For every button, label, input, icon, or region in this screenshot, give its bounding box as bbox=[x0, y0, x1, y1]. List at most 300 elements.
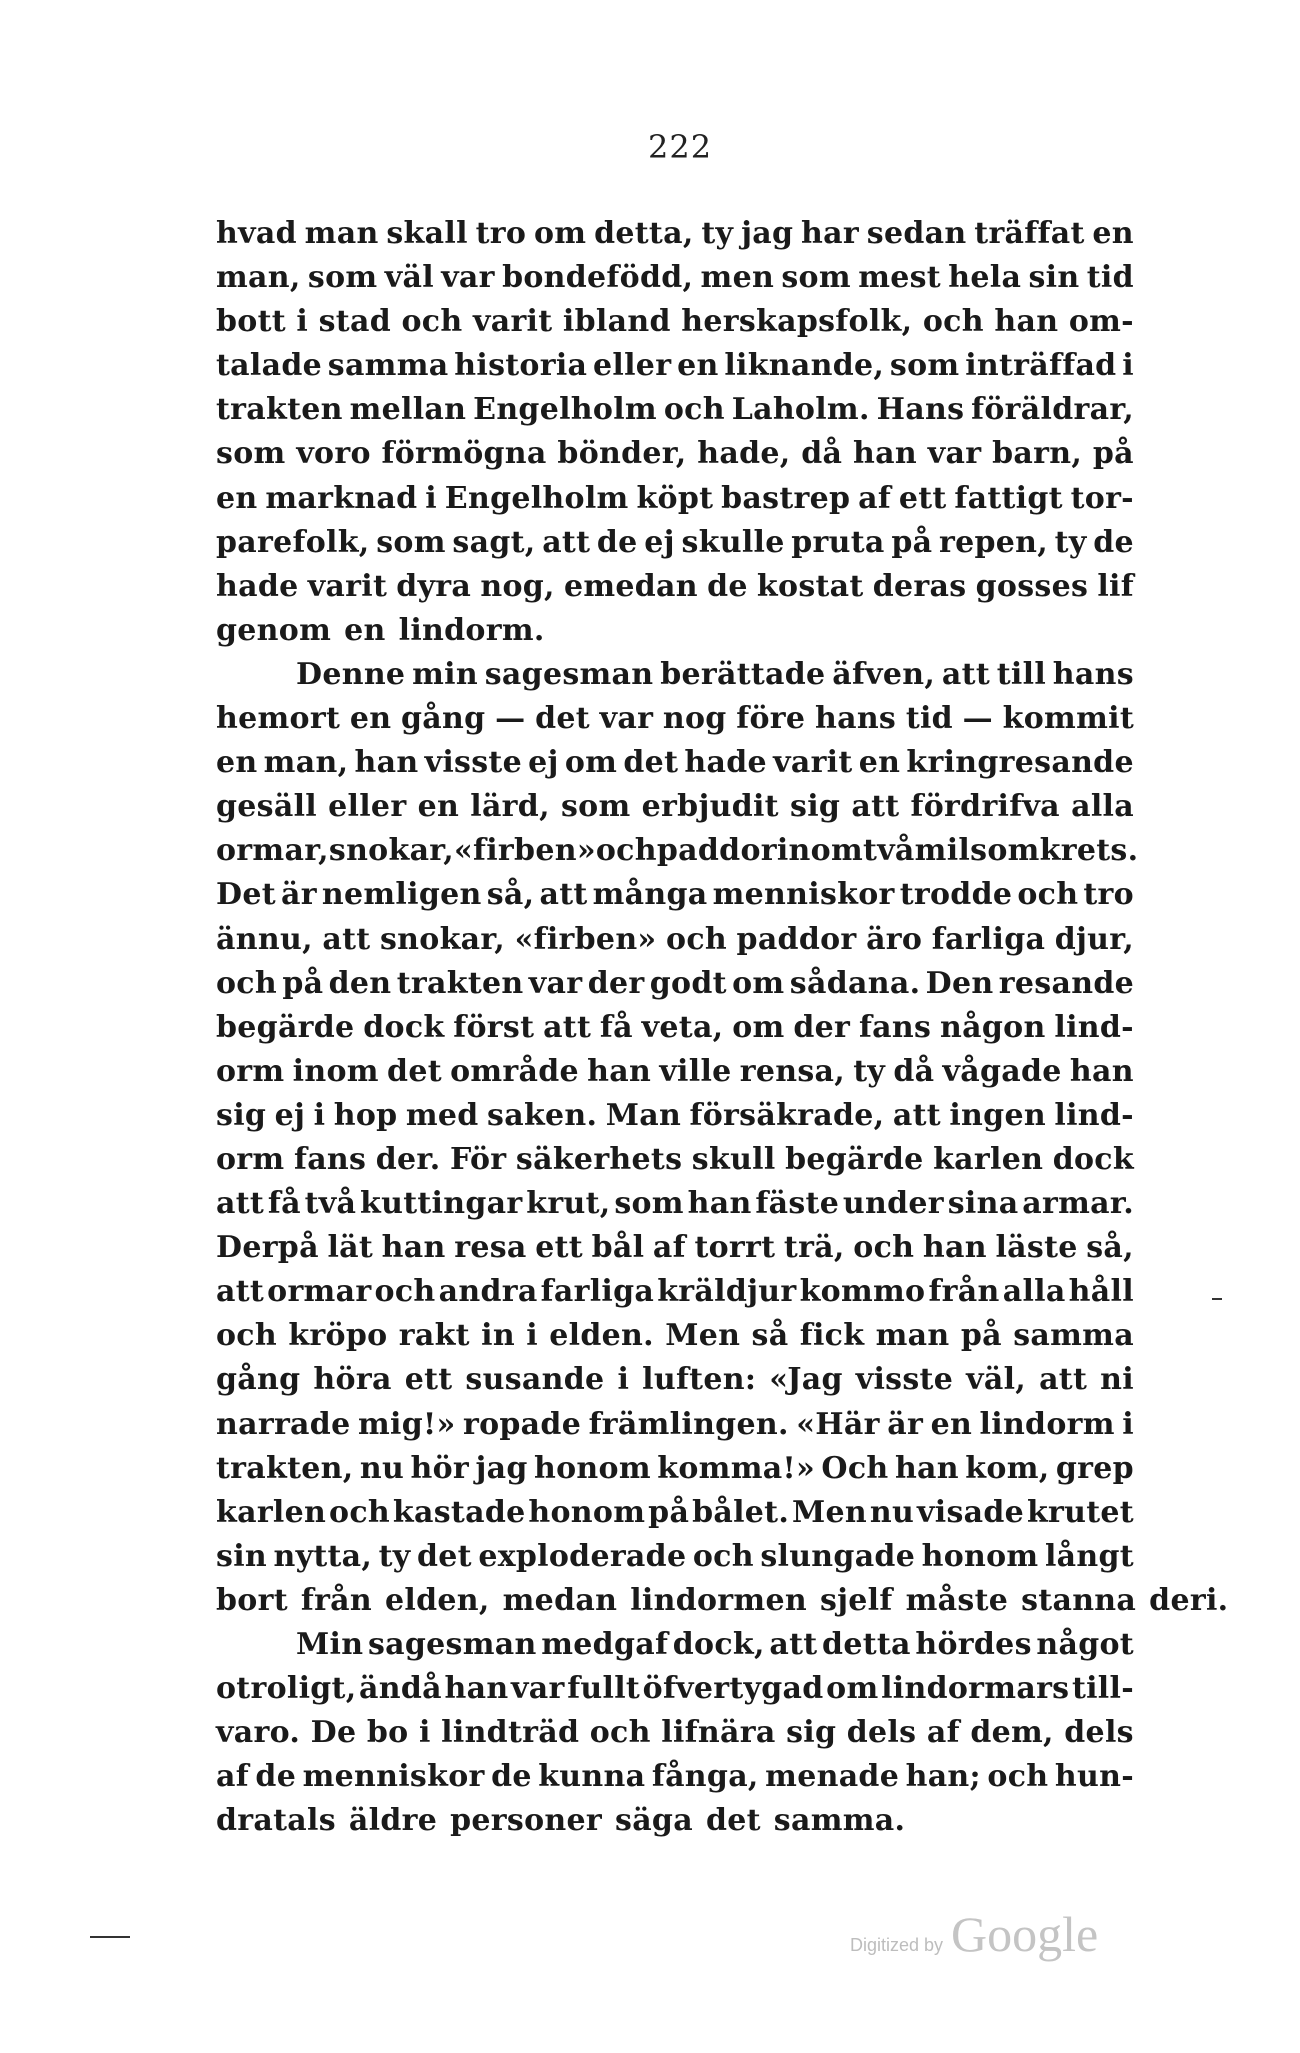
word: krutet bbox=[1026, 1494, 1134, 1530]
word: andra bbox=[438, 1274, 538, 1310]
body-text bbox=[216, 212, 1229, 1843]
text-line bbox=[216, 1050, 1134, 1094]
word: honom bbox=[528, 1494, 646, 1530]
word: ni bbox=[1100, 1362, 1134, 1398]
word: ormar bbox=[267, 1274, 372, 1310]
word: en bbox=[677, 348, 719, 384]
word: det bbox=[623, 745, 679, 781]
word: «Jag bbox=[769, 1362, 843, 1398]
word: tid bbox=[905, 701, 953, 737]
word: före bbox=[736, 701, 806, 737]
text-line bbox=[216, 1094, 1134, 1138]
word: grep bbox=[1055, 1450, 1134, 1486]
word: Men bbox=[791, 1494, 867, 1530]
word: bastrep bbox=[721, 480, 851, 516]
word: komma!» bbox=[657, 1450, 816, 1486]
word: i bbox=[425, 480, 437, 516]
word: gång bbox=[216, 1362, 301, 1398]
text-line bbox=[216, 1358, 1134, 1402]
word: stad bbox=[318, 304, 391, 340]
word: träffat bbox=[974, 216, 1085, 251]
word: kom, bbox=[965, 1450, 1050, 1486]
word: att bbox=[543, 1009, 592, 1045]
word: bort bbox=[216, 1582, 288, 1618]
word: hemort bbox=[216, 701, 341, 737]
text-line bbox=[216, 1138, 1134, 1182]
word: honom bbox=[921, 1538, 1039, 1574]
word: kringresande bbox=[906, 745, 1134, 781]
word: ormar, bbox=[216, 833, 329, 869]
text-line bbox=[216, 1755, 1134, 1799]
word: lärd, bbox=[470, 789, 550, 825]
word: varit bbox=[773, 745, 853, 781]
word: han bbox=[894, 1450, 959, 1486]
word: «firben» bbox=[514, 921, 657, 957]
text-line bbox=[216, 1535, 1134, 1579]
word: sagesman bbox=[484, 656, 654, 692]
text-line bbox=[216, 1491, 1134, 1535]
word: historia bbox=[454, 348, 588, 384]
word: i bbox=[1122, 348, 1134, 384]
word: detta bbox=[822, 1627, 911, 1662]
text-line bbox=[216, 918, 1134, 962]
word: ej bbox=[528, 745, 559, 781]
word: de bbox=[491, 1759, 532, 1795]
word: parefolk, bbox=[216, 524, 370, 560]
word: att bbox=[892, 1097, 941, 1133]
word: personer bbox=[450, 1803, 602, 1839]
text-line bbox=[216, 653, 1134, 697]
word: främlingen. bbox=[588, 1406, 789, 1442]
word: höra bbox=[313, 1362, 392, 1398]
word: en bbox=[216, 480, 258, 516]
text-line bbox=[216, 212, 1134, 256]
word: var bbox=[511, 1671, 565, 1707]
word: in bbox=[481, 1318, 515, 1354]
word: och bbox=[589, 1715, 651, 1751]
word: i bbox=[617, 1362, 630, 1398]
word: herskapsfolk, bbox=[681, 304, 913, 340]
word: fans bbox=[293, 1141, 367, 1177]
word: hop bbox=[333, 1097, 398, 1133]
word: kommo bbox=[799, 1274, 926, 1310]
word: på bbox=[282, 965, 324, 1001]
word: det bbox=[387, 1053, 442, 1089]
word: att bbox=[539, 877, 588, 913]
word: och bbox=[1017, 877, 1079, 913]
word: äldre bbox=[348, 1803, 438, 1839]
word: han bbox=[587, 1053, 652, 1089]
word: lind- bbox=[1054, 1097, 1134, 1133]
word: förmögna bbox=[381, 436, 547, 472]
word: begärde bbox=[785, 1141, 924, 1177]
word: talade bbox=[216, 348, 322, 384]
word: och bbox=[663, 392, 725, 428]
text-line bbox=[216, 388, 1134, 432]
word: en bbox=[417, 789, 460, 825]
word: dock bbox=[1052, 1141, 1134, 1177]
word: i bbox=[313, 1097, 326, 1133]
word: inträffad bbox=[965, 348, 1117, 384]
word: på bbox=[648, 1494, 690, 1530]
word: Denne bbox=[296, 656, 406, 692]
word: omkrets. bbox=[987, 833, 1139, 869]
word: voro bbox=[296, 436, 371, 472]
word: lindorm bbox=[979, 1406, 1115, 1442]
word: skulle bbox=[681, 524, 785, 560]
word: visste bbox=[855, 1362, 954, 1398]
word: med bbox=[405, 1097, 479, 1133]
word: alla bbox=[1002, 1274, 1066, 1310]
word: paddor bbox=[736, 921, 857, 957]
word: sådana. bbox=[789, 965, 921, 1001]
word: lät bbox=[327, 1230, 374, 1266]
word: lindträd bbox=[441, 1715, 580, 1751]
word: fördrifva bbox=[910, 789, 1060, 825]
word: fattigt bbox=[954, 480, 1063, 516]
word: armar. bbox=[1022, 1186, 1134, 1222]
word: der bbox=[793, 1009, 851, 1045]
text-line bbox=[216, 521, 1134, 565]
word: — bbox=[962, 701, 993, 737]
word: detta, bbox=[594, 216, 694, 251]
word: exploderade bbox=[478, 1538, 687, 1574]
word: fånga, bbox=[651, 1759, 759, 1795]
word: deri. bbox=[1149, 1582, 1229, 1618]
word: väl bbox=[384, 260, 434, 296]
word: luften: bbox=[642, 1362, 757, 1398]
word: han bbox=[922, 1230, 987, 1266]
word: som bbox=[560, 789, 631, 825]
word: läste bbox=[995, 1230, 1078, 1266]
word: försäkrade, bbox=[689, 1097, 885, 1133]
word: karlen bbox=[933, 1141, 1044, 1177]
word: lindormen bbox=[630, 1582, 807, 1618]
word: kastade bbox=[392, 1494, 526, 1530]
word: och bbox=[987, 1759, 1049, 1795]
word: marknad bbox=[265, 480, 418, 516]
word: «Här bbox=[796, 1406, 880, 1442]
word: men bbox=[700, 260, 775, 296]
word: har bbox=[801, 216, 859, 251]
word: man, bbox=[263, 745, 349, 781]
word: de bbox=[596, 524, 638, 560]
word: nu bbox=[359, 1450, 405, 1486]
word: om- bbox=[1068, 304, 1134, 340]
word: under bbox=[842, 1186, 944, 1222]
word: bott bbox=[216, 304, 286, 340]
word: och bbox=[922, 304, 984, 340]
word: sedan bbox=[866, 216, 967, 251]
word: snokar, bbox=[379, 921, 506, 957]
word: fäste bbox=[755, 1186, 840, 1222]
word: begärde bbox=[216, 1009, 355, 1045]
word: sin bbox=[216, 1538, 267, 1574]
google-logo: Google bbox=[951, 1906, 1099, 1962]
word: som bbox=[376, 524, 446, 560]
word: emedan bbox=[563, 568, 698, 604]
text-line bbox=[216, 697, 1134, 741]
word: ett bbox=[404, 1362, 453, 1398]
word: säga bbox=[615, 1803, 693, 1839]
word: kräldjur bbox=[657, 1274, 797, 1310]
word: Den bbox=[925, 965, 994, 1001]
text-line bbox=[216, 873, 1134, 917]
word: af bbox=[926, 1715, 960, 1751]
word: resa bbox=[454, 1230, 527, 1266]
word: ty bbox=[853, 1053, 886, 1089]
word: är bbox=[280, 877, 317, 913]
word: Men bbox=[665, 1318, 741, 1354]
word: i bbox=[296, 304, 309, 340]
word: öfvertygad bbox=[642, 1671, 824, 1707]
word: bålet. bbox=[692, 1494, 790, 1530]
word: och bbox=[216, 965, 277, 1001]
watermark-prefix: Digitized by bbox=[850, 1935, 944, 1955]
word: fick bbox=[799, 1318, 865, 1354]
word: menniskor bbox=[302, 1759, 485, 1795]
text-line bbox=[216, 565, 1134, 609]
word: det bbox=[535, 701, 590, 737]
word: var bbox=[927, 436, 982, 472]
word: föräldrar, bbox=[971, 392, 1134, 428]
word: gång bbox=[401, 701, 486, 737]
word: slungade bbox=[760, 1538, 916, 1574]
word: saken. bbox=[487, 1097, 598, 1133]
word: ändå bbox=[359, 1671, 442, 1707]
word: och bbox=[853, 1230, 915, 1266]
word: dyra bbox=[396, 568, 472, 604]
word: och bbox=[595, 833, 657, 869]
word: Det bbox=[216, 877, 276, 913]
word: vågade bbox=[942, 1053, 1062, 1089]
word: inom bbox=[292, 1053, 379, 1089]
word: lifnära bbox=[661, 1715, 776, 1751]
word: säkerhets bbox=[515, 1141, 683, 1177]
word: måste bbox=[905, 1582, 1009, 1618]
word: ej bbox=[644, 524, 675, 560]
word: resande bbox=[998, 965, 1134, 1001]
word: man bbox=[304, 216, 379, 251]
word: tid bbox=[1086, 260, 1134, 296]
word: nog, bbox=[480, 568, 555, 604]
word: i bbox=[418, 1715, 431, 1751]
word: tro bbox=[475, 216, 527, 251]
word: af bbox=[858, 480, 892, 516]
text-line bbox=[216, 829, 1139, 873]
word: han bbox=[994, 304, 1059, 340]
word: alla bbox=[1071, 789, 1134, 825]
word: han; bbox=[905, 1759, 981, 1795]
word: de bbox=[255, 1759, 297, 1795]
word: område bbox=[450, 1053, 579, 1089]
word: som bbox=[216, 436, 286, 472]
word: lif bbox=[1097, 568, 1134, 604]
word: der. bbox=[375, 1141, 441, 1177]
word: att bbox=[216, 1274, 265, 1310]
word: som bbox=[614, 1186, 684, 1222]
word: inom bbox=[776, 833, 864, 869]
word: repen, bbox=[938, 524, 1048, 560]
word: äfven, bbox=[832, 656, 936, 692]
word: ropade bbox=[462, 1406, 582, 1442]
word: mig!» bbox=[357, 1406, 456, 1442]
word: han bbox=[1069, 1053, 1134, 1089]
word: som bbox=[889, 348, 960, 384]
word: att bbox=[216, 1186, 265, 1222]
word: sina bbox=[947, 1186, 1019, 1222]
word: bondefödd, bbox=[502, 260, 694, 296]
word: varit bbox=[307, 568, 388, 604]
word: man, bbox=[216, 260, 301, 296]
word: någon bbox=[940, 1009, 1046, 1045]
word: om bbox=[732, 1009, 785, 1045]
word: Laholm. bbox=[731, 392, 870, 428]
word: farliga bbox=[931, 921, 1046, 957]
word: är bbox=[887, 1406, 924, 1442]
word: hade, bbox=[697, 436, 791, 472]
word: kröpo bbox=[288, 1318, 388, 1354]
word: mest bbox=[858, 260, 941, 296]
word: de bbox=[707, 568, 748, 604]
word: skull bbox=[691, 1141, 776, 1177]
word: i bbox=[1122, 1406, 1134, 1442]
word: många bbox=[592, 877, 708, 913]
word: liknande, bbox=[724, 348, 885, 384]
word: en bbox=[216, 745, 258, 781]
word: ty bbox=[378, 1538, 411, 1574]
word: sig bbox=[790, 789, 841, 825]
word: kunna bbox=[538, 1759, 646, 1795]
word: nemligen bbox=[321, 877, 482, 913]
text-line bbox=[216, 1226, 1134, 1270]
word: om bbox=[564, 745, 618, 781]
word: nytta, bbox=[273, 1538, 373, 1574]
text-line bbox=[216, 609, 1134, 653]
word: sagesman bbox=[367, 1627, 537, 1662]
word: var bbox=[599, 701, 654, 737]
word: torrt bbox=[694, 1230, 776, 1266]
word: han bbox=[687, 1186, 752, 1222]
word: något bbox=[1036, 1627, 1134, 1662]
text-line bbox=[216, 1447, 1134, 1491]
word: väl, bbox=[966, 1362, 1027, 1398]
word: ingen bbox=[949, 1097, 1046, 1133]
word: ett bbox=[898, 480, 947, 516]
word: lindormars bbox=[881, 1671, 1070, 1707]
word: mils bbox=[914, 833, 988, 869]
word: varo. bbox=[216, 1715, 301, 1751]
word: äro bbox=[866, 921, 923, 957]
word: Och bbox=[821, 1450, 889, 1486]
word: att bbox=[941, 656, 990, 692]
word: ej bbox=[274, 1097, 306, 1133]
word: att bbox=[769, 1627, 818, 1662]
word: trakten bbox=[396, 965, 524, 1001]
word: menniskor bbox=[712, 877, 895, 913]
word: och bbox=[666, 921, 728, 957]
word: köpt bbox=[636, 480, 714, 516]
word: lindorm. bbox=[398, 612, 545, 648]
word: och bbox=[374, 1274, 436, 1310]
word: hans bbox=[1052, 656, 1134, 692]
word: medgaf bbox=[541, 1627, 669, 1662]
word: då bbox=[893, 1053, 935, 1089]
word: han bbox=[853, 436, 917, 472]
word: karlen bbox=[216, 1494, 327, 1530]
word: pruta bbox=[791, 524, 885, 560]
word: en bbox=[344, 612, 386, 648]
word: från bbox=[300, 1582, 373, 1618]
word: trakten bbox=[216, 392, 343, 428]
word: om bbox=[732, 965, 785, 1001]
word: hvad bbox=[216, 216, 297, 251]
word: rensa, bbox=[739, 1053, 846, 1089]
scan-artifact-right bbox=[1212, 1298, 1222, 1300]
word: visade bbox=[917, 1494, 1025, 1530]
word: af bbox=[216, 1759, 249, 1795]
word: hördes bbox=[915, 1627, 1032, 1662]
word: sig bbox=[216, 1097, 267, 1133]
word: erbjudit bbox=[641, 789, 779, 825]
word: tor- bbox=[1070, 480, 1134, 516]
word: Man bbox=[605, 1097, 682, 1133]
word: en bbox=[1092, 216, 1134, 251]
word: Engelholm bbox=[444, 480, 629, 516]
word: så, bbox=[1086, 1230, 1134, 1266]
word: ty bbox=[1054, 524, 1087, 560]
word: susande bbox=[465, 1362, 605, 1398]
word: en bbox=[858, 745, 901, 781]
word: otroligt, bbox=[216, 1671, 357, 1707]
word: hör bbox=[410, 1450, 470, 1486]
word: på bbox=[1092, 436, 1134, 472]
word: af bbox=[652, 1230, 686, 1266]
word: sjelf bbox=[819, 1582, 893, 1618]
word: trodde bbox=[899, 877, 1013, 913]
word: visste bbox=[424, 745, 522, 781]
word: barn, bbox=[992, 436, 1083, 472]
word: hade bbox=[684, 745, 767, 781]
word: nog bbox=[662, 701, 727, 737]
word: det bbox=[417, 1538, 472, 1574]
word: håll bbox=[1068, 1274, 1134, 1310]
digitized-watermark bbox=[850, 1905, 1098, 1963]
text-line bbox=[216, 741, 1134, 785]
word: jag bbox=[741, 216, 794, 251]
word: dem, bbox=[970, 1715, 1054, 1751]
text-line bbox=[216, 1799, 1134, 1843]
word: nu bbox=[869, 1494, 915, 1530]
word: samma bbox=[1013, 1318, 1134, 1354]
word: tro bbox=[1083, 877, 1134, 913]
word: varit bbox=[472, 304, 553, 340]
text-line bbox=[216, 1314, 1134, 1358]
word: det bbox=[705, 1803, 761, 1839]
word: elden, bbox=[385, 1582, 490, 1618]
word: der bbox=[587, 965, 645, 1001]
word: För bbox=[450, 1141, 507, 1177]
text-line bbox=[216, 1270, 1134, 1314]
text-line bbox=[216, 1579, 1229, 1623]
word: genom bbox=[216, 612, 332, 648]
word: två bbox=[863, 833, 915, 869]
word: godt bbox=[649, 965, 727, 1001]
word: orm bbox=[216, 1141, 285, 1177]
word: först bbox=[453, 1009, 535, 1045]
text-line bbox=[216, 1403, 1134, 1447]
word: narrade bbox=[216, 1406, 351, 1442]
